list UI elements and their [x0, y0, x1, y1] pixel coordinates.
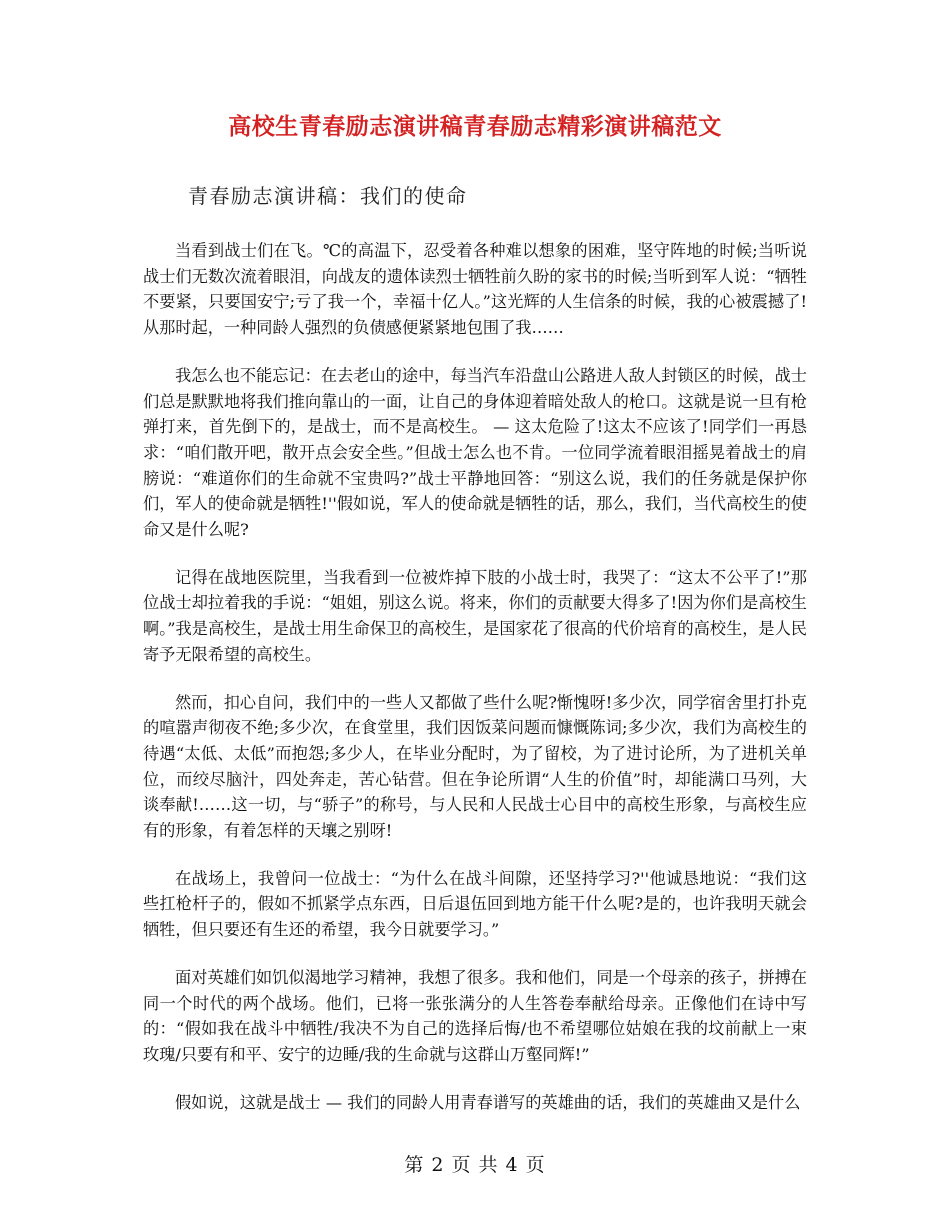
document-body [143, 238, 807, 1137]
paragraph-3: 记得在战地医院里，当我看到一位被炸掉下肢的小战士时，我哭了：“这太不公平了!”那位战士却拉着我的手说：“姐姐，别这么说。将来，你们的贡献要大得多了!因为你们是高校生啊。”我是高校生，是战士用生命保卫的高校生，是国家花了很高的代价培育的高校生，是人民寄予无限希望的高校生。 [143, 567, 807, 664]
paragraph-6: 面对英雄们如饥似渴地学习精神，我想了很多。我和他们，同是一个母亲的孩子，拼搏在同一个时代的两个战场。他们，已将一张张满分的人生答卷奉献给母亲。正像他们在诗中写的：“假如我在战斗中牺牲/我决不为自己的选择后悔/也不希望哪位姑娘在我的坟前献上一束玫瑰/只要有和平、安宁的边睡/我的生命就与这群山万壑同辉!” [143, 967, 807, 1064]
paragraph-2: 我怎么也不能忘记：在去老山的途中，每当汽车沿盘山公路进人敌人封锁区的时候，战士们总是默默地将我们推向靠山的一面，让自己的身体迎着暗处敌人的枪口。这就是说一旦有枪弹打来，首先倒下的，是战士，而不是高校生。 — 这太危险了!这太不应该了!同学们一再恳求：“咱们散开吧，散开点会安全些。”但战士怎么也不肯。一位同学流着眼泪摇晃着战士的肩膀说：“难道你们的生命就不宝贵吗?”战士平静地回答：“别这么说，我们的任务就是保护你们，军人的使命就是牺牲!''假如说，军人的使命就是牺牲的话，那么，我们，当代高校生的使命又是什么呢? [143, 365, 807, 540]
paragraph-1: 当看到战士们在飞。℃的高温下，忍受着各种难以想象的困难，坚守阵地的时候;当听说战士们无数次流着眼泪，向战友的遗体读烈士牺牲前久盼的家书的时候;当听到军人说：“牺牲不要紧，只要国安宁;亏了我一个，幸福十亿人。”这光辉的人生信条的时候，我的心被震撼了!从那时起，一种同龄人强烈的负债感便紧紧地包围了我…… [143, 241, 807, 338]
document-title: 高校生青春励志演讲稿青春励志精彩演讲稿范文 [228, 113, 722, 140]
page-number-footer: 第 2 页 共 4 页 [404, 1154, 546, 1176]
paragraph-5: 在战场上，我曾问一位战士：“为什么在战斗间隙，还坚持学习?''他诚恳地说：“我们这些扛枪杆子的，假如不抓紧学点东西，日后退伍回到地方能干什么呢?是的，也许我明天就会牺牲，但只要还有生还的希望，我今日就要学习。” [143, 868, 807, 940]
paragraph-7: 假如说，这就是战士 — 我们的同龄人用青春谱写的英雄曲的话，我们的英雄曲又是什么 [175, 1092, 801, 1112]
document-subtitle: 青春励志演讲稿：我们的使命 [188, 184, 468, 208]
paragraph-4: 然而，扣心自问，我们中的一些人又都做了些什么呢?惭愧呀!多少次，同学宿舍里打扑克的喧嚣声彻夜不绝;多少次，在食堂里，我们因饭菜问题而慷慨陈词;多少次，我们为高校生的待遇“太低、太低”而抱怨;多少人，在毕业分配时，为了留校，为了进讨论所，为了进机关单位，而绞尽脑汁，四处奔走，苦心钻营。但在争论所谓“人生的价值”时，却能满口马列，大谈奉献!……这一切，与“骄子”的称号，与人民和人民战士心目中的高校生形象，与高校生应有的形象，有着怎样的天壤之别呀! [143, 692, 807, 841]
